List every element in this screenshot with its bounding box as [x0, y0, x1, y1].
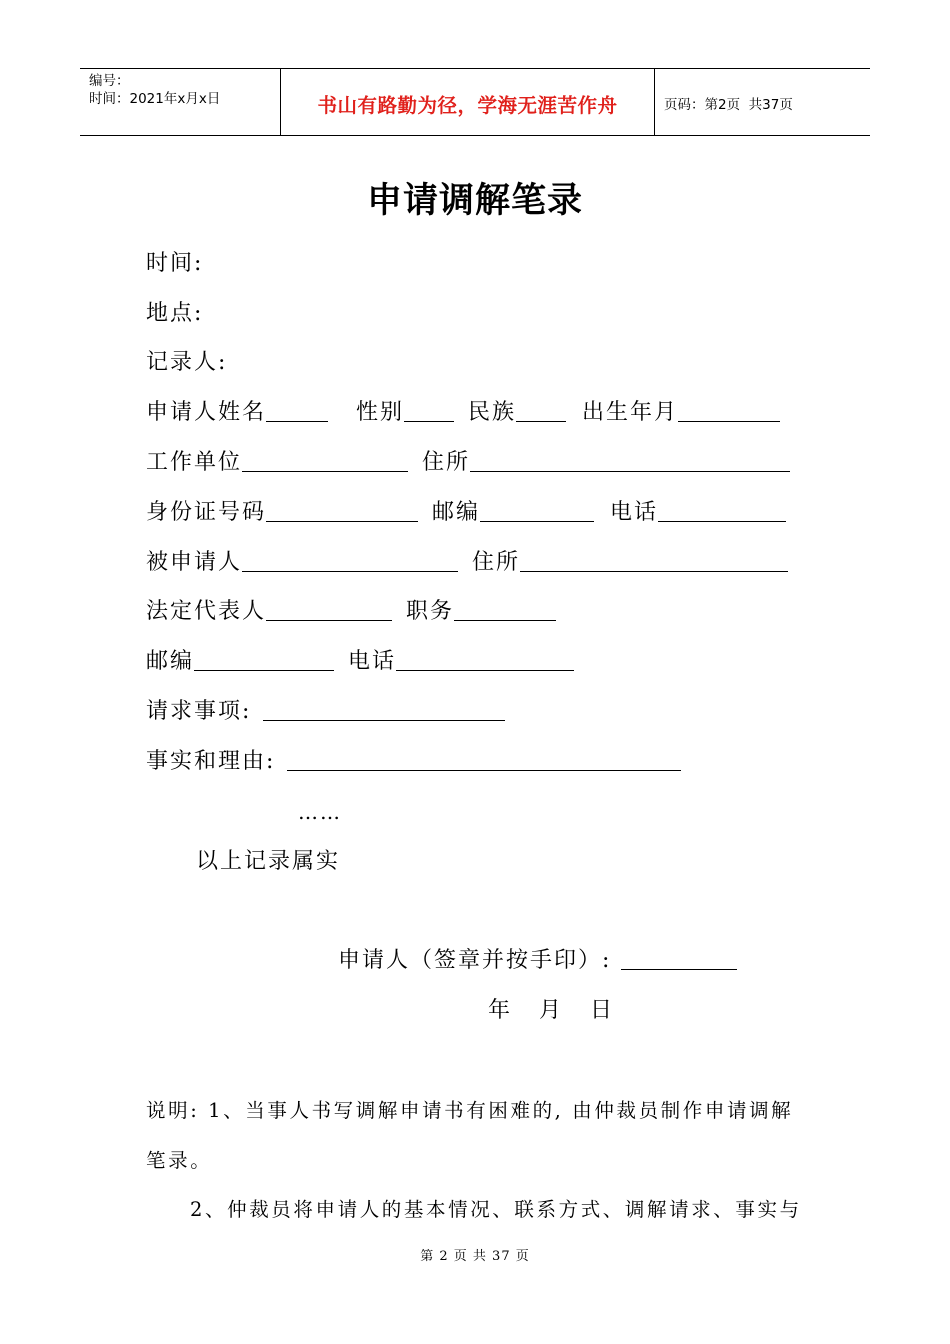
respondent-label: 被申请人	[146, 550, 243, 575]
address-label: 住所	[422, 450, 471, 475]
place-row	[146, 293, 203, 327]
legal-rep-blank[interactable]	[266, 596, 392, 621]
respondent-row	[146, 542, 788, 576]
birth-label: 出生年月	[582, 400, 679, 425]
position-label: 职务	[406, 599, 455, 624]
postcode-label: 邮编	[432, 500, 481, 525]
id-number-label: 身份证号码	[146, 500, 267, 525]
postcode2-label: 邮编	[146, 649, 195, 674]
birth-blank[interactable]	[678, 397, 780, 422]
page-title: 申请调解笔录	[366, 181, 583, 221]
confirm-row	[196, 841, 340, 875]
ethnicity-blank[interactable]	[516, 397, 566, 422]
postcode2-blank[interactable]	[194, 646, 334, 671]
phone2-label: 电话	[348, 649, 397, 674]
number-label: 编号：	[89, 73, 130, 89]
header-meta	[80, 69, 281, 135]
phone2-blank[interactable]	[396, 646, 574, 671]
workplace-blank[interactable]	[242, 447, 408, 472]
workplace-row	[146, 442, 790, 476]
legal-rep-row	[146, 591, 556, 625]
date-row	[488, 990, 614, 1024]
respondent-address-label: 住所	[472, 550, 521, 575]
note1-line1: 说明: 1、当事人书写调解申请书有困难的, 由仲裁员制作申请调解	[146, 1099, 794, 1122]
request-blank[interactable]	[263, 696, 505, 721]
phone-label: 电话	[610, 500, 659, 525]
ethnicity-label: 民族	[468, 400, 517, 425]
postcode-blank[interactable]	[480, 497, 594, 522]
id-row	[146, 492, 786, 526]
page-footer	[0, 1245, 950, 1264]
id-number-blank[interactable]	[266, 497, 418, 522]
gender-label: 性别	[356, 400, 405, 425]
time-label: 时间:	[146, 251, 204, 276]
workplace-label: 工作单位	[146, 450, 243, 475]
page-info-text: 页码：第2页 共37页	[664, 97, 793, 113]
phone-blank[interactable]	[658, 497, 786, 522]
respondent-address-blank[interactable]	[520, 547, 788, 572]
position-blank[interactable]	[454, 596, 556, 621]
facts-label: 事实和理由:	[146, 749, 276, 774]
signature-row	[338, 940, 737, 974]
recorder-row	[146, 342, 227, 376]
applicant-name-blank[interactable]	[266, 397, 328, 422]
facts-row	[146, 741, 681, 775]
applicant-row	[146, 392, 780, 426]
ellipsis-row	[298, 790, 342, 824]
facts-blank[interactable]	[287, 746, 681, 771]
note2-line1: 2、仲裁员将申请人的基本情况、联系方式、调解请求、事实与	[190, 1198, 802, 1221]
note1-line2: 笔录。	[146, 1149, 213, 1172]
document-header	[80, 68, 870, 136]
legal-rep-label: 法定代表人	[146, 599, 267, 624]
footer-page-number: 第 2 页 共 37 页	[420, 1249, 530, 1264]
header-motto: 书山有路勤为径，学海无涯苦作舟	[281, 69, 655, 135]
gender-blank[interactable]	[404, 397, 454, 422]
place-label: 地点:	[146, 301, 204, 326]
contact-row	[146, 641, 574, 675]
respondent-blank[interactable]	[242, 547, 458, 572]
address-blank[interactable]	[470, 447, 790, 472]
signature-label: 申请人（签章并按手印）:	[338, 948, 612, 973]
header-page-info	[655, 69, 870, 135]
date-text: 年 月 日	[488, 998, 614, 1023]
time-label: 时间：2021年x月x日	[89, 91, 221, 107]
confirm-text: 以上记录属实	[196, 849, 341, 874]
recorder-label: 记录人:	[146, 350, 228, 375]
time-row	[146, 243, 203, 277]
request-label: 请求事项:	[146, 699, 252, 724]
applicant-name-label: 申请人姓名	[146, 400, 267, 425]
request-row	[146, 691, 505, 725]
signature-blank[interactable]	[621, 945, 737, 970]
ellipsis-text: ……	[298, 800, 342, 824]
